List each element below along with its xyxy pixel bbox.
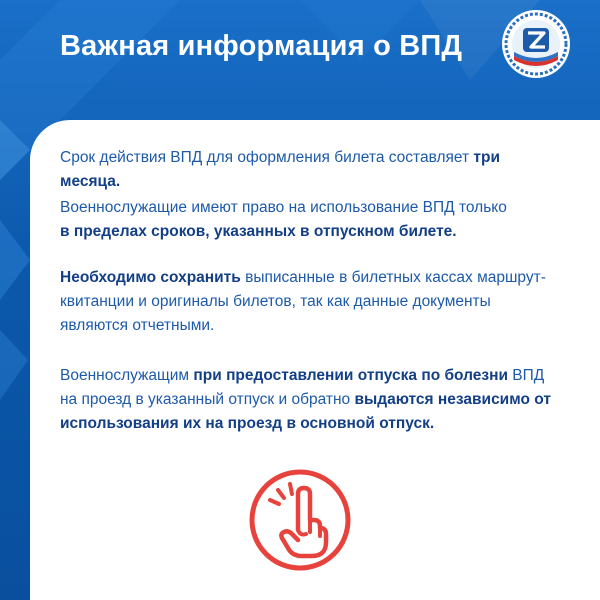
raised-index-finger-icon	[248, 468, 352, 572]
page-title: Важная информация о ВПД	[60, 30, 463, 62]
emblem-z-logo	[500, 8, 572, 80]
text-segment-bold: в пределах сроков, указанных в отпускном билете.	[60, 223, 457, 240]
text-segment-bold: выдаются независимо от использования их на проезд в основной отпуск.	[60, 391, 551, 432]
text-segment: выписанные в билетных кассах маршрут-квитанции и оригиналы билетов, так как данные документы являются отчетными.	[60, 269, 546, 334]
text-segment: Срок действия ВПД для оформления билета составляет	[60, 149, 474, 166]
paragraph-keep-documents	[60, 266, 560, 338]
text-segment: ВПД на проезд в указанный отпуск и обратно	[60, 367, 545, 408]
paragraph-sick-leave	[60, 364, 560, 436]
paragraph-validity	[60, 146, 560, 194]
text-segment-bold: три месяца.	[60, 149, 501, 190]
text-segment: Военнослужащие имеют право на использование ВПД только	[60, 199, 507, 216]
text-segment: Военнослужащим	[60, 367, 194, 384]
text-segment-bold: Необходимо сохранить	[60, 269, 241, 286]
paragraph-usage-rights	[60, 196, 560, 244]
text-segment-bold: при предоставлении отпуска по болезни	[193, 367, 508, 384]
